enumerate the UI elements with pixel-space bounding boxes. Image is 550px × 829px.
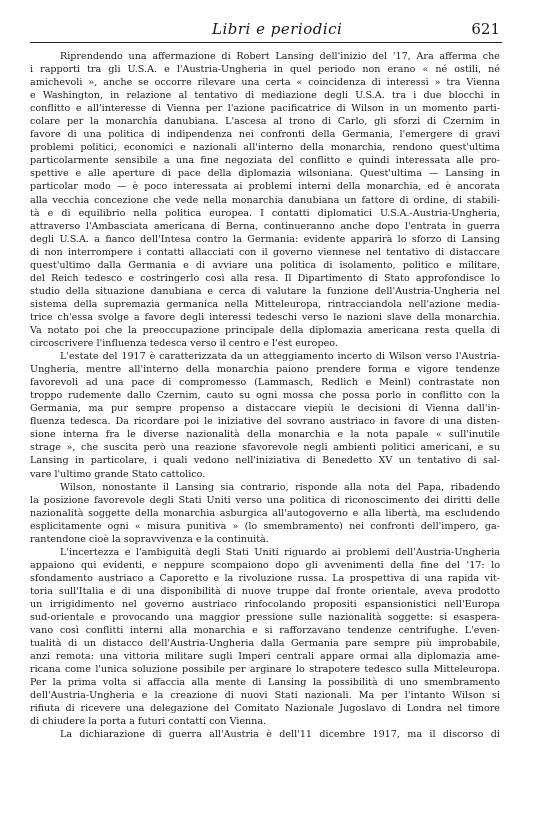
text-line: vano così conflitti interni alla monarchia e si rafforzavano tendenze centrifughe. L'even- (30, 625, 500, 637)
text-line: di chiudere la porta a futuri contatti con Vienna. (30, 716, 267, 728)
text-line: dell'Austria-Ungheria e la creazione di nuovi Stati nazionali. Ma per l'intanto Wilson si (30, 690, 500, 702)
paragraph (30, 481, 500, 546)
text-line: i rapporti tra gli U.S.A. e l'Austria-Ungheria in quel periodo non erano « né ostili, né (30, 64, 500, 76)
text-line: conflitto e all'interesse di Vienna per l'azione pacificatrice di Wilson in un momento parti- (30, 103, 500, 115)
text-line: tà e di equilibrio nella politica europea. I contatti diplomatici U.S.A.-Austria-Ungheria, (30, 207, 500, 219)
text-line: Germania, ma pur sempre propenso a distaccare viepiù le decisioni di Vienna dall'in- (30, 403, 500, 415)
text-line: Per la prima volta si affaccia alla mente di Lansing la possibilità di uno smembramento (30, 677, 500, 689)
text-line: anzi remota: una vittoria militare sugli Imperi centrali appare ormai alla diplomazia ame- (30, 651, 500, 663)
text-line: appaiono qui evidenti, e neppure scompaiono dopo gli avvenimenti della fine del '17: lo (30, 559, 500, 571)
text-line: favore di una politica di indipendenza nei confronti della Germania, l'emergere di gravi (30, 129, 500, 141)
text-line: colare per la monarchia danubiana. L'ascesa al trono di Carlo, gli sforzi di Czernim in (30, 116, 500, 128)
text-line: circoscrivere l'influenza tedesca verso il centro e l'est europeo. (30, 338, 338, 350)
text-line: degli U.S.A. a fianco dell'Intesa contro la Germania: evidente apparirà lo sforzo di Lansing (30, 233, 500, 245)
text-line: attraverso l'Ambasciata americana di Berna, continueranno anche dopo l'entrata in guerra (30, 220, 500, 232)
text-line: troppo rudemente dallo Czernim, cauto su ogni mossa che possa porlo in conflitto con la (30, 390, 500, 402)
text-line: Riprendendo una affermazione di Robert Lansing dell'inizio del '17, Ara afferma che (60, 51, 500, 62)
text-line: favorevoli ad una pace di compromesso (Lammasch, Redlich e Meinl) contrastate non (30, 377, 500, 389)
text-line: quest'ultimo dalla Germania e di avviare una politica di isolamento, politico e militare, (30, 259, 500, 271)
text-line: Va notato poi che la preoccupazione principale della diplomazia americana resta quella di (30, 324, 500, 336)
text-line: problemi politici, economici e nazionali all'interno della monarchia, rendono quest'ultima (30, 142, 500, 154)
text-line: ricana come l'unica soluzione possibile per arginare lo strapotere tedesco sulla Mitteleuropa. (30, 664, 500, 676)
text-line: Wilson, nonostante il Lansing sia contrario, risponde alla nota del Papa, ribadendo (60, 481, 500, 493)
text-line: di non interrompere i contatti allacciati con il governo viennese nel tentativo di distaccare (30, 246, 500, 258)
text-line: del Reich tedesco e costringerlo così alla resa. Il Dipartimento di Stato approfondisce lo (30, 272, 500, 284)
text-line: e Washington, in relazione al tentativo di mediazione degli U.S.A. tra i due blocchi in (30, 90, 500, 102)
text-line: studio della situazione danubiana e cerca di valutare la funzione dell'Austria-Ungheria nel (30, 285, 500, 297)
text-line: amichevoli », anche se occorre rilevare una certa « coincidenza di interessi » tra Vienna (30, 77, 500, 89)
text-line: vare l'ultimo grande Stato cattolico. (30, 468, 206, 480)
running-head (30, 20, 500, 40)
text-line: sfondamento austriaco a Caporetto e la rivoluzione russa. La prospettiva di una rapida vit- (30, 572, 500, 584)
paragraph (30, 546, 500, 729)
page-number: 621 (471, 20, 500, 38)
text-line: nazionalità soggette della monarchia asburgica all'autogoverno e alla libertà, ma escludendo (30, 507, 500, 519)
text-line: fluenza tedesca. Da ricordare poi le iniziative del sovrano austriaco in favore di una disten- (30, 416, 500, 428)
text-line: rantendone cioè la sopravvivenza e la continuità. (30, 533, 269, 545)
text-line: toria sull'Italia e di una disponibilità di nuove truppe dal fronte orientale, aveva prodotto (30, 585, 500, 597)
paragraph (30, 350, 500, 480)
text-line: Lansing in particolare, i quali vedono nell'iniziativa di Benedetto XV un tentativo di sal- (30, 455, 500, 467)
text-line: sione interna fra le diverse nazionalità della monarchia e la nota papale « sull'inutile (30, 429, 500, 441)
paragraph (30, 50, 500, 350)
text-line: sud-orientale e provocando una maggior pressione sulle nazionalità soggette: si esaspera- (30, 612, 500, 624)
running-head-title: Libri e periodici (212, 20, 343, 38)
header-rule (30, 42, 502, 43)
article-body (30, 50, 500, 741)
text-line: strage », che suscita però una reazione sfavorevole negli ambienti politici americani, e su (30, 442, 500, 454)
text-line: un irrigidimento nel governo austriaco rinfocolando propositi espansionistici nell'Europa (30, 598, 500, 610)
text-line: Ungheria, mentre all'interno della monarchia paiono prendere forma e vigore tendenze (30, 364, 500, 376)
text-line: particolar modo — è poco interessata ai problemi interni della monarchia, ed è ancorata (30, 181, 500, 193)
text-line: L'estate del 1917 è caratterizzata da un atteggiamento incerto di Wilson verso l'Austria- (60, 351, 500, 363)
text-line: particolarmente sensibile a una fine negoziata del conflitto e quindi interessata alle pro- (30, 155, 500, 167)
text-line: esplicitamente ogni « misura punitiva » (lo smembramento) nei confronti dell'impero, ga- (30, 520, 500, 532)
text-line: rifiuta di ricevere una delegazione del Comitato Nazionale Jugoslavo di Londra nel timore (30, 703, 500, 715)
text-line: tualità di un distacco dell'Austria-Ungheria dalla Germania pare sempre più improbabile, (30, 638, 500, 650)
text-line: sistema della supremazia germanica nella Mitteleuropa, rintracciandola nell'azione media- (30, 298, 500, 310)
text-line: spettive e alle aperture di pace della diplomazia wilsoniana. Quest'ultima — Lansing in (30, 168, 500, 180)
text-line: trice ch'essa svolge a favore degli interessi tedeschi verso le nazioni slave della monarchia. (30, 311, 500, 323)
paragraph (30, 728, 500, 741)
text-line: la posizione favorevole degli Stati Uniti verso una politica di riconoscimento dei diritti delle (30, 494, 500, 506)
text-line: alla vecchia concezione che vede nella monarchia danubiana un fattore di ordine, di stabili- (30, 194, 500, 206)
text-line: L'incertezza e l'ambiguità degli Stati Uniti riguardo ai problemi dell'Austria-Ungheria (60, 546, 500, 558)
text-line: La dichiarazione di guerra all'Austria è dell'11 dicembre 1917, ma il discorso di (60, 729, 500, 741)
